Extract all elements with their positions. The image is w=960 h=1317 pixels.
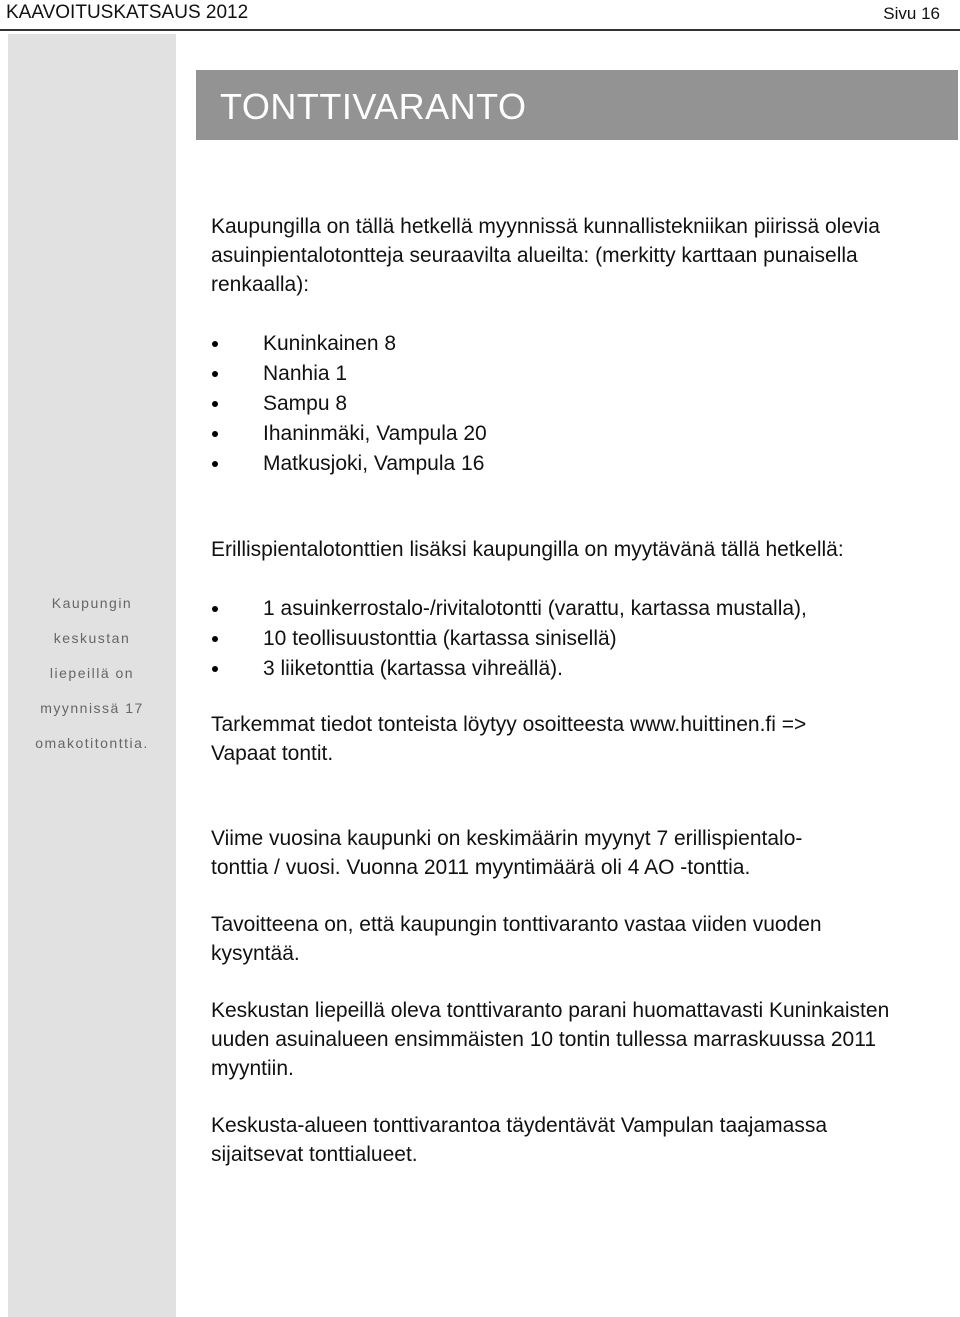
sidebar-note-line: keskustan — [53, 630, 131, 646]
sidebar-note — [8, 586, 176, 761]
page-header — [0, 0, 960, 30]
more-info-line: Vapaat tontit. — [211, 742, 334, 765]
sales-paragraph — [211, 824, 951, 882]
list-item: Sampu 8 — [211, 389, 951, 419]
sidebar-note-line: Kaupungin — [51, 595, 133, 611]
additional-intro: Erillispientalotonttien lisäksi kaupungilla on myytävänä tällä hetkellä: — [211, 538, 844, 561]
list-item: Ihaninmäki, Vampula 20 — [211, 419, 951, 449]
list-item: 3 liiketonttia (kartassa vihreällä). — [211, 654, 951, 684]
area-list — [211, 329, 951, 479]
document-title: KAAVOITUSKATSAUS 2012 — [6, 2, 249, 23]
list-item: Kuninkainen 8 — [211, 329, 951, 359]
sidebar-note-line: liepeillä on — [49, 665, 135, 681]
header-rule — [0, 29, 960, 31]
goal-paragraph: Tavoitteena on, että kaupungin tonttivaranto vastaa viiden vuoden kysyntää. — [211, 913, 822, 965]
list-item: Matkusjoki, Vampula 16 — [211, 449, 951, 479]
list-item: Nanhia 1 — [211, 359, 951, 389]
sales-line: tonttia / vuosi. Vuonna 2011 myyntimäärä oli 4 AO -tonttia. — [211, 856, 751, 879]
sidebar-note-line: omakotitonttia. — [35, 735, 149, 751]
intro-paragraph: Kaupungilla on tällä hetkellä myynnissä kunnallistekniikan piirissä olevia asuinpientalotontteja seuraavilta alueilta: (merkitty karttaan punaisella renkaalla): — [211, 215, 880, 296]
page-number: Sivu 16 — [883, 4, 940, 23]
more-info-line: Tarkemmat tiedot tonteista löytyy osoitteesta www.huittinen.fi => — [211, 713, 807, 736]
reserve-paragraph: Keskustan liepeillä oleva tonttivaranto parani huomattavasti Kuninkaisten uuden asuinalueen ensimmäisten 10 tontin tullessa marraskuussa 2011 myyntiin. — [211, 999, 890, 1080]
sales-line: Viime vuosina kaupunki on keskimäärin myynyt 7 erillispientalo- — [211, 827, 803, 850]
sidebar-note-line: myynnissä 17 — [40, 700, 144, 716]
additional-list — [211, 594, 951, 684]
more-info-paragraph — [211, 710, 951, 768]
main-content — [211, 212, 951, 1169]
section-title: TONTTIVARANTO — [220, 86, 527, 127]
list-item: 1 asuinkerrostalo-/rivitalotontti (varattu, kartassa mustalla), — [211, 594, 951, 624]
vampula-paragraph: Keskusta-alueen tonttivarantoa täydentävät Vampulan taajamassa sijaitsevat tonttialueet. — [211, 1114, 827, 1166]
list-item: 10 teollisuustonttia (kartassa sinisellä) — [211, 624, 951, 654]
